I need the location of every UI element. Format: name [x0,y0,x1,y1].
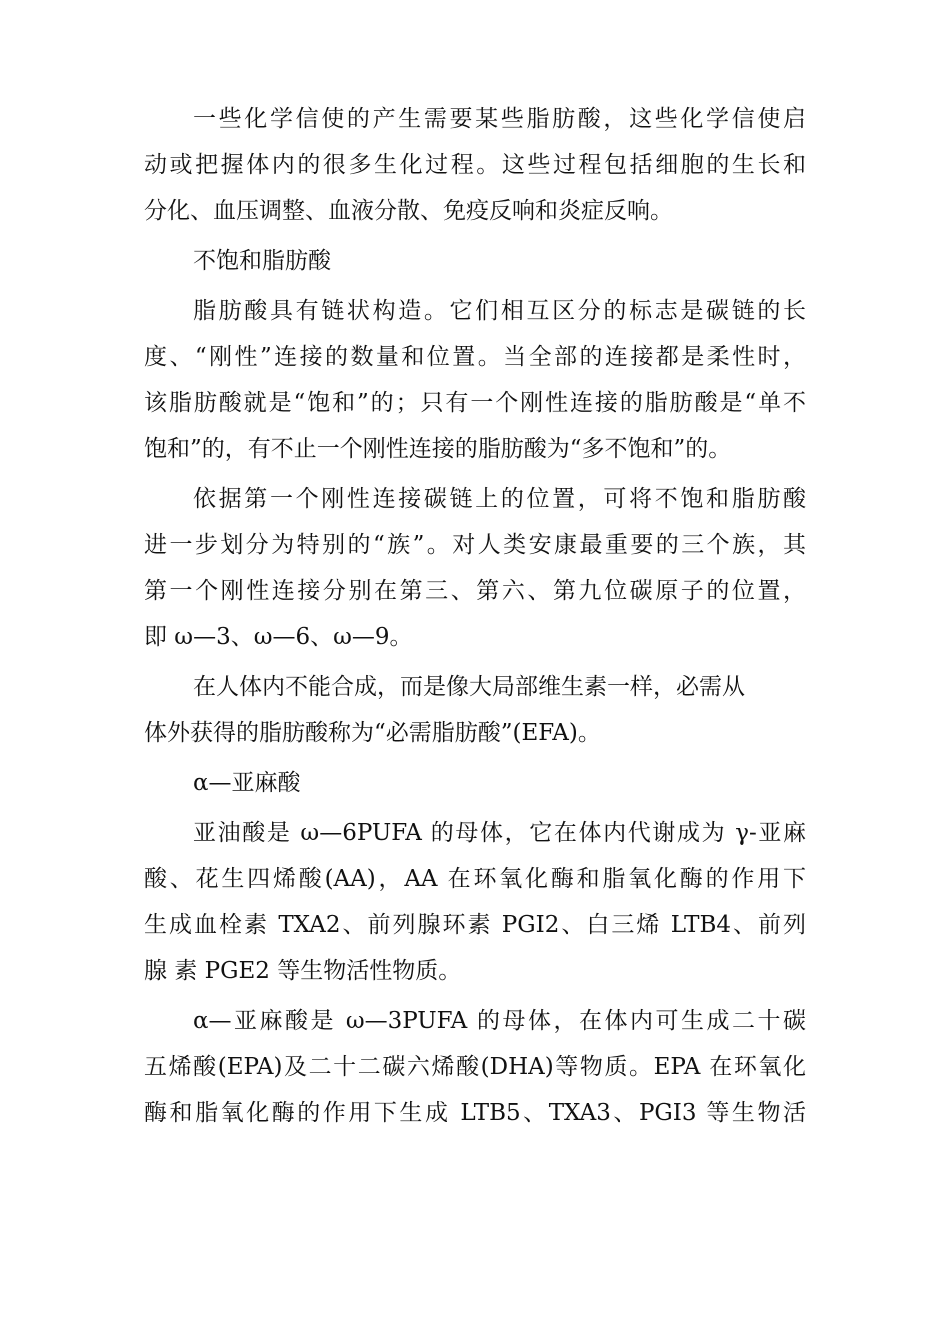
paragraph-essential-fatty-acids [144,664,806,756]
text-line: 即 ω—3、ω—6、ω—9。 [144,624,413,650]
section-heading-unsaturated-fatty-acids: 不饱和脂肪酸 [193,248,331,274]
text-line: 该脂肪酸就是“饱和”的；只有一个刚性连接的脂肪酸是“单不 [144,390,806,416]
text-line: 分化、血压调整、血液分散、免疫反响和炎症反响。 [144,198,673,224]
text-line: 酶和脂氧化酶的作用下生成 LTB5、TXA3、PGI3 等生物活 [144,1100,806,1126]
text-line: α—亚麻酸是 ω—3PUFA 的母体，在体内可生成二十碳 [193,1008,806,1034]
text-line: 五烯酸(EPA)及二十二碳六烯酸(DHA)等物质。EPA 在环氧化 [144,1054,806,1080]
text-line: 第一个刚性连接分别在第三、第六、第九位碳原子的位置， [144,578,806,604]
document-body [144,96,806,1140]
paragraph-chemical-messengers [144,96,806,234]
text-line: 酸、花生四烯酸(AA)，AA 在环氧化酶和脂氧化酶的作用下 [144,866,806,892]
text-line: 生成血栓素 TXA2、前列腺环素 PGI2、白三烯 LTB4、前列 [144,912,806,938]
text-line: 亚油酸是 ω—6PUFA 的母体，它在体内代谢成为 γ-亚麻 [193,820,806,846]
paragraph-chain-structure [144,288,806,472]
text-line: 度、“刚性”连接的数量和位置。当全部的连接都是柔性时， [144,344,806,370]
text-line: 进一步划分为特别的“族”。对人类安康最重要的三个族，其 [144,532,806,558]
paragraph-omega-families [144,476,806,660]
text-line: 动或把握体内的很多生化过程。这些过程包括细胞的生长和 [144,152,806,178]
text-line: 依据第一个刚性连接碳链上的位置，可将不饱和脂肪酸 [193,486,806,512]
text-line: 腺 素 PGE2 等生物活性物质。 [144,958,462,984]
text-line: 在人体内不能合成，而是像大局部维生素一样，必需从 [193,674,745,700]
section-heading-alpha-linolenic-acid: α—亚麻酸 [193,770,301,796]
text-line: 一些化学信使的产生需要某些脂肪酸，这些化学信使启 [193,106,806,132]
text-line: 饱和”的，有不止一个刚性连接的脂肪酸为“多不饱和”的。 [144,436,732,462]
text-line: 脂肪酸具有链状构造。它们相互区分的标志是碳链的长 [193,298,806,324]
text-line: 体外获得的脂肪酸称为“必需脂肪酸”(EFA)。 [144,720,601,746]
paragraph-linoleic-acid [144,810,806,994]
paragraph-alpha-linolenic-metabolism [144,998,806,1136]
